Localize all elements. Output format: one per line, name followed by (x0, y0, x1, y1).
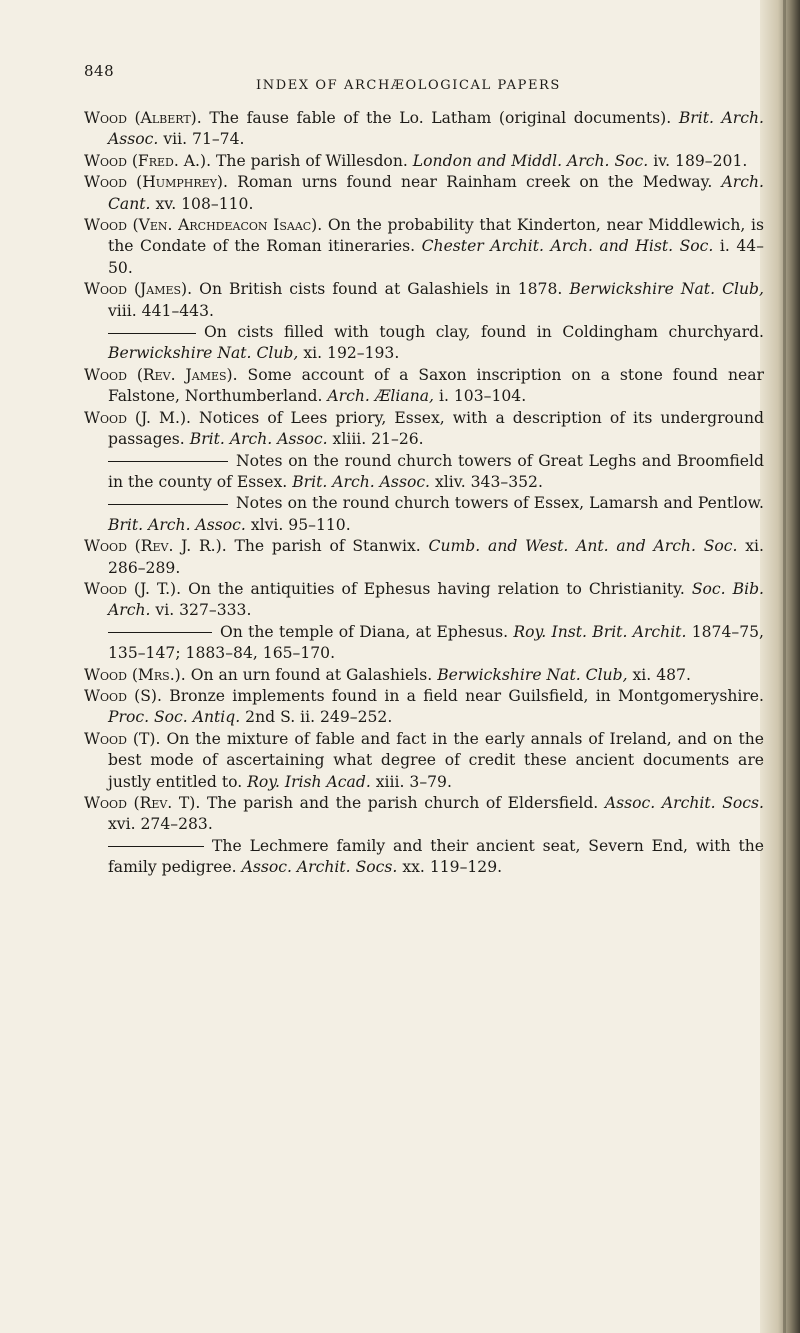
page-edge-shadow (760, 0, 800, 1333)
entry-reference: xx. 119–129. (402, 858, 503, 877)
entry-title: Notes on the round church towers of Great Leghs and Broomfield in the county of Essex. (108, 451, 764, 491)
entry-author: Wood (S). (84, 686, 162, 705)
entry-title: The Lechmere family and their ancient seat, Severn End, with the family pedigree. (108, 836, 764, 877)
index-entry (84, 408, 764, 451)
entry-source: Soc. Bib. Arch. (108, 579, 765, 620)
entry-author: Wood (Fred. A.). (84, 151, 212, 170)
entry-title: The fause fable of the Lo. Latham (original documents). (209, 109, 672, 127)
entry-source: London and Middl. Arch. Soc. (412, 151, 649, 170)
index-entry (84, 536, 764, 579)
entry-source: Proc. Soc. Antiq. (108, 708, 241, 727)
entry-author: Wood (Mrs.). (84, 665, 186, 684)
entry-source: Brit. Arch. Assoc. (189, 430, 328, 449)
entry-source: Assoc. Archit. Socs. (241, 858, 398, 877)
entry-title: On the antiquities of Ephesus having relation to Christianity. (188, 579, 685, 598)
entry-title: On the temple of Diana, at Ephesus. (220, 622, 509, 641)
running-head: INDEX OF ARCHÆOLOGICAL PAPERS (256, 78, 561, 93)
index-entry (84, 665, 764, 686)
entry-reference: i. 103–104. (438, 387, 527, 406)
entry-title: On cists filled with tough clay, found in Coldingham churchyard. (204, 323, 764, 342)
index-entry (84, 686, 764, 729)
binding-stripe (783, 0, 786, 1333)
index-entry (84, 579, 764, 622)
entry-reference: 2nd S. ii. 249–252. (245, 708, 393, 727)
index-entries (84, 108, 764, 879)
entry-source: Brit. Arch. Assoc. (292, 472, 431, 491)
entry-reference: xliii. 21–26. (332, 430, 424, 449)
index-entry (84, 279, 764, 322)
entry-title: The parish of Stanwix. (234, 537, 421, 556)
entry-title: On British cists found at Galashiels in 1878. (199, 280, 563, 299)
entry-author: Wood (Rev. T). (84, 794, 201, 812)
ditto-dash (108, 461, 228, 462)
entry-author: Wood (J. T.). (84, 579, 182, 598)
entry-title: On the mixture of fable and fact in the early annals of Ireland, and on the best mode of ascertaining what degree of credit these ancient documents are justly entitled to. (108, 729, 764, 791)
entry-source: Chester Archit. Arch. and Hist. Soc. (421, 237, 714, 256)
entry-author: Wood (T). (84, 729, 161, 748)
ditto-dash (108, 632, 212, 633)
entry-reference: vi. 327–333. (155, 601, 252, 620)
entry-author: Wood (James). (84, 280, 193, 299)
entry-title: Notices of Lees priory, Essex, with a description of its underground passages. (108, 408, 764, 449)
ditto-dash (108, 846, 204, 847)
entry-reference: i. 44–50. (108, 237, 764, 277)
entry-title: The parish and the parish church of Eldersfield. (206, 794, 599, 812)
entry-reference: xiii. 3–79. (375, 772, 452, 791)
page-number: 848 (84, 62, 115, 80)
entry-reference: xi. 286–289. (108, 537, 764, 577)
entry-source: Arch. Cant. (108, 173, 764, 213)
entry-title: On the probability that Kinderton, near Middlewich, is the Condate of the Roman itineraries. (108, 216, 764, 256)
entry-reference: 1874–75, 135–147; 1883–84, 165–170. (108, 622, 764, 663)
entry-author: Wood (Rev. James). (84, 365, 238, 384)
index-subentry (84, 836, 764, 879)
entry-author: Wood (Albert). (84, 109, 202, 127)
entry-reference: xvi. 274–283. (108, 815, 213, 834)
entry-title: On an urn found at Galashiels. (190, 665, 433, 684)
ditto-dash (108, 333, 196, 334)
index-entry (84, 365, 764, 408)
index-subentry (84, 451, 764, 494)
entry-author: Wood (Ven. Archdeacon Isaac). (84, 216, 323, 235)
entry-source: Roy. Inst. Brit. Archit. (513, 622, 687, 641)
entry-source: Roy. Irish Acad. (247, 772, 371, 791)
entry-title: The parish of Willesdon. (216, 151, 408, 170)
entry-source: Cumb. and West. Ant. and Arch. Soc. (428, 537, 738, 556)
entry-title: Roman urns found near Rainham creek on the Medway. (237, 173, 713, 192)
entry-source: Berwickshire Nat. Club, (108, 344, 299, 363)
entry-source: Brit. Arch. Assoc. (108, 109, 764, 149)
entry-title: Notes on the round church towers of Essex, Lamarsh and Pentlow. (236, 494, 764, 513)
entry-reference: viii. 441–443. (108, 301, 214, 320)
entry-reference: xliv. 343–352. (435, 472, 543, 491)
ditto-dash (108, 504, 228, 505)
index-entry (84, 793, 764, 836)
index-entry (84, 151, 764, 172)
entry-source: Berwickshire Nat. Club, (569, 280, 764, 299)
index-entry (84, 108, 764, 151)
index-subentry (84, 622, 764, 665)
entry-reference: xi. 192–193. (303, 344, 400, 363)
entry-author: Wood (Humphrey). (84, 173, 228, 192)
entry-source: Berwickshire Nat. Club, (437, 665, 628, 684)
entry-reference: xi. 487. (632, 665, 691, 684)
entry-reference: xlvi. 95–110. (250, 515, 351, 534)
entry-title: Some account of a Saxon inscription on a stone found near Falstone, Northumberland. (108, 365, 764, 406)
entry-reference: xv. 108–110. (155, 194, 254, 213)
entry-author: Wood (Rev. J. R.). (84, 537, 227, 556)
entry-source: Arch. Æliana, (327, 387, 435, 406)
entry-title: Bronze implements found in a field near Guilsfield, in Montgomeryshire. (169, 686, 764, 705)
index-subentry (84, 493, 764, 536)
entry-reference: vii. 71–74. (163, 130, 245, 149)
entry-source: Brit. Arch. Assoc. (108, 515, 246, 534)
index-subentry (84, 322, 764, 365)
entry-source: Assoc. Archit. Socs. (604, 794, 764, 812)
index-entry (84, 172, 764, 215)
index-entry (84, 729, 764, 793)
entry-author: Wood (J. M.). (84, 408, 191, 427)
entry-reference: iv. 189–201. (653, 151, 748, 170)
index-entry (84, 215, 764, 279)
